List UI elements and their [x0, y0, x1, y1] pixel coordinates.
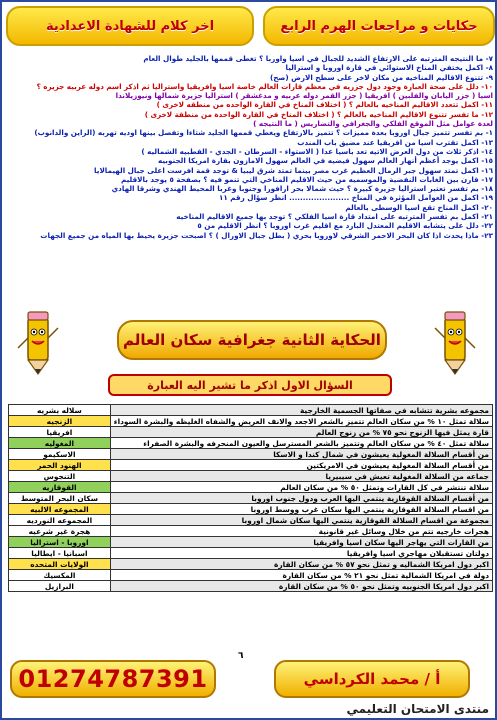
question-line: لعدة عوامل مثل الموقع الفلكي والجغرافي والتضاريس ( ما النتيجه ) [253, 119, 493, 129]
table-row [9, 515, 493, 526]
answer-cell: افريقيا [9, 427, 111, 438]
question-cell: مجموعة من اقسام السلالة القوقازية ينتمي اليها سكان شمال اوروبا [110, 515, 492, 526]
question-line: ٢٣- ماذا يحدث اذا كان البحر الاحمر الشرقي لاوروبا بحري ( بطل جبال الاورال ) ؟ اصبحت جزيرة يحيط بها المياه من جميع الجهات [40, 230, 493, 240]
answer-cell: الهنود الحمر [9, 460, 111, 471]
table-row [9, 504, 493, 515]
table-row [9, 537, 493, 548]
header-left-banner: اخر كلام للشهادة الاعدادية [6, 6, 254, 46]
question-line: اسيا ( جزر اليابان والفلبين ) افريقيا ( جزر القمر دوله عربيه و مدغشقر ) استراليا جزيرة شمالها ونيوزيلاندا [115, 91, 493, 101]
answer-cell: التنجوس [9, 471, 111, 482]
table-row [9, 471, 493, 482]
question-line: ١- بم تفسر تتميز جبال اوروبا بعدة مميزات ؟ تتميز بالارتفاع ويغطي قممها الجليد شتاءا وتفصل بينها اوديه تهربه (الراين والدانوب) [34, 128, 493, 138]
question-line: ٢٠- اكمل المناخ تقع اسيا الوسطى بالعالم [345, 202, 493, 212]
answer-cell: سكان البحر المتوسط [9, 493, 111, 504]
table-row [9, 438, 493, 449]
table-row [9, 570, 493, 581]
answer-cell: الولايات المتحده [9, 559, 111, 570]
answer-cell: اوروبا - استراليا [9, 537, 111, 548]
answer-cell: الاسكيمو [9, 449, 111, 460]
question-lines [8, 54, 493, 240]
question-cell: من اقسام السلالة القوقازية ينتمي اليها سكان غرب ووسط اوروبا [110, 504, 492, 515]
question-cell: سلالة تمثل ١٠ % من سكان العالم تتميز بالشعر الاجعد والانف العريض والشفاه الغليظه والبشرة السوداء [110, 416, 492, 427]
answer-cell: المغوليه [9, 438, 111, 449]
question-line: ٢٢- دلل على يتشابه الاقليم المعتدل البارد مع اقليم غرب اوروبا ؟ انظر الاقليم من ٥ [197, 221, 493, 231]
answer-cell: المجموعه النورديه [9, 515, 111, 526]
table-row [9, 581, 493, 592]
phone-number-banner: 01274787391 [10, 660, 216, 698]
answer-cell: الزنجيه [9, 416, 111, 427]
question-cell: مجموعه بشرية تتشابه في صفاتها الجسمية الخارجية [110, 405, 492, 416]
header-banners [6, 6, 495, 50]
answer-cell: اسبانيا - ايطاليا [9, 548, 111, 559]
table-row [9, 493, 493, 504]
question-line: ١٨- بم تفسر تعتبر استراليا جزيرة كبيرة ؟ حيث شمالا بحر ارافورا وجنوبا وغربا المحيط الهندي وشرقا الهادي [111, 184, 493, 194]
question-cell: هجرات خارجيه تتم من خلال وسائل غير قانونية [110, 526, 492, 537]
answer-cell: القوقازيه [9, 482, 111, 493]
question-cell: من أقسام السلالة المغولية يعيشون في الامريكتين [110, 460, 492, 471]
question-heading: السؤال الاول اذكر ما تشير اليه العبارة [108, 374, 392, 396]
answer-cell: المكسيك [9, 570, 111, 581]
question-cell: اكبر دول امريكا الجنوبيه وتمثل نحو ٥٠ % من سكان القارة [110, 581, 492, 592]
question-line: ١٠- دلل على صحة العبارة وجود دول جزريه في معظم قارات العالم خاصة اسيا وافريقيا واستراليا ثم اذكر اسم دوله عربيه جزيره ؟ [36, 81, 493, 91]
page-number: ٦ [238, 651, 244, 661]
header-right-banner: حكايات و مراجعات الهرم الرابع [263, 6, 495, 46]
pencil-mascot-icon [16, 308, 60, 378]
question-line: ١١- اكمل تتعدد الاقاليم المناخيه بالعالم ؟ ( اختلاف المناخ في القارة الواحده من منطقه لاخرى ) [156, 100, 493, 110]
answer-cell: سلاله بشريه [9, 405, 111, 416]
question-cell: دولة في امريكا الشمالية تمثل نحو ٢١ % من سكان القارة [110, 570, 492, 581]
question-line: ١٧- قارن بين الغابات النفضية والموسميه من حيث الاقليم المناخي التي تنمو فيه ؟ بصفحة ٥ يوجد بالاقليم [120, 174, 493, 184]
section-title: الحكاية الثانية جغرافية سكان العالم [117, 320, 387, 360]
forum-watermark: منتدى الامتحان التعليمي [346, 702, 489, 716]
question-line: ١٩- اكمل من العوامل المؤثرة في المناخ ...................... انظر سؤال رقم ١١ [218, 193, 493, 203]
question-line: ١٤- اذكر ثلاث من دول العرض الاتيه تعد باسيا عدا ( الاستواء - السرطان - الجدي - القطبيه الشماليه ) [141, 146, 493, 156]
table-row [9, 526, 493, 537]
pencil-mascot-icon [433, 308, 477, 378]
teacher-name-banner: أ / محمد الكرداسي [274, 660, 470, 698]
table-row [9, 405, 493, 416]
question-line: ١٦- اكمل تمتد سهول جبر الرمال العظيم غرب مصر بينما تمتد شرق ليبيا & توجد قمة افرست اعلى جبال الهيمالايا [94, 165, 493, 175]
table-row [9, 548, 493, 559]
question-cell: من أقسام السلالة القوقازية ينتمي اليها العرب ودول جنوب اوروبا [110, 493, 492, 504]
question-cell: سلالة تمثل ٤٠ % من سكان العالم وتتميز بالشعر المسترسل والعيون المنحرفه والبشرة الصفراء [110, 438, 492, 449]
question-cell: جماعه من السلالة المغولية تعيش في سيبيريا [110, 471, 492, 482]
answer-cell: هجرة غير شرعيه [9, 526, 111, 537]
question-line: ٨- اكمل يختفي المناخ الاستوائي في قارة اوروبا و استراليا [285, 63, 493, 73]
table-row [9, 416, 493, 427]
question-line: ٢١- اكمل بم تفسر المترتبه على امتداد قارة اسيا الفلكي ؟ توجد بها جميع الاقاليم المناخيه [176, 212, 493, 222]
table-row [9, 559, 493, 570]
answers-table [8, 404, 493, 592]
question-cell: دولتان تستقبلان مهاجري اسيا وافريقيا [110, 548, 492, 559]
answer-cell: المجموعه الالبيه [9, 504, 111, 515]
question-line: ١٣- اكمل تقترب اسيا من افريقيا عند مضيق باب المندب [297, 137, 493, 147]
answer-cell: البرازيل [9, 581, 111, 592]
table-row [9, 427, 493, 438]
question-line: ٩- تتنوع الاقاليم المناخيه من مكان لاخر على سطح الارض (صح) [269, 72, 493, 82]
question-cell: سلالة تنتشر في كل القارات وتمثل ٥٠ % من سكان العالم [110, 482, 492, 493]
question-line: ٧- ما النتيجه المترتبه على الارتفاع الشديد للجبال في اسيا واوربا ؟ تغطى قممها بالجليد طوال العام [143, 54, 493, 63]
question-cell: من أقسام السلالة المغولية يعيشون في شمال كندا و الاسكا [110, 449, 492, 460]
question-line: ١٢- ما تفسر تتنوع الاقاليم المناخيه بالعالم ؟ ( اختلاف المناخ في القارة الواحدة من منطقة لاخرى ) [144, 109, 493, 119]
table-row [9, 460, 493, 471]
table-row [9, 449, 493, 460]
question-line: ١٥- اكمل يوجد أعظم أنهار العالم سهول فيضيه في العالم سهول الامازون بقارة امريكا الجنوبيه [158, 156, 493, 166]
question-cell: من القارات التي يهاجر اليها سكان اسيا وافريقيا [110, 537, 492, 548]
question-cell: قارة يمثل فيها الزنوج نحو ٧٥ % من زنوج العالم [110, 427, 492, 438]
table-row [9, 482, 493, 493]
question-cell: اكبر دول امريكا الشماليه و تمثل نحو ٥٧ % من سكان القارة [110, 559, 492, 570]
